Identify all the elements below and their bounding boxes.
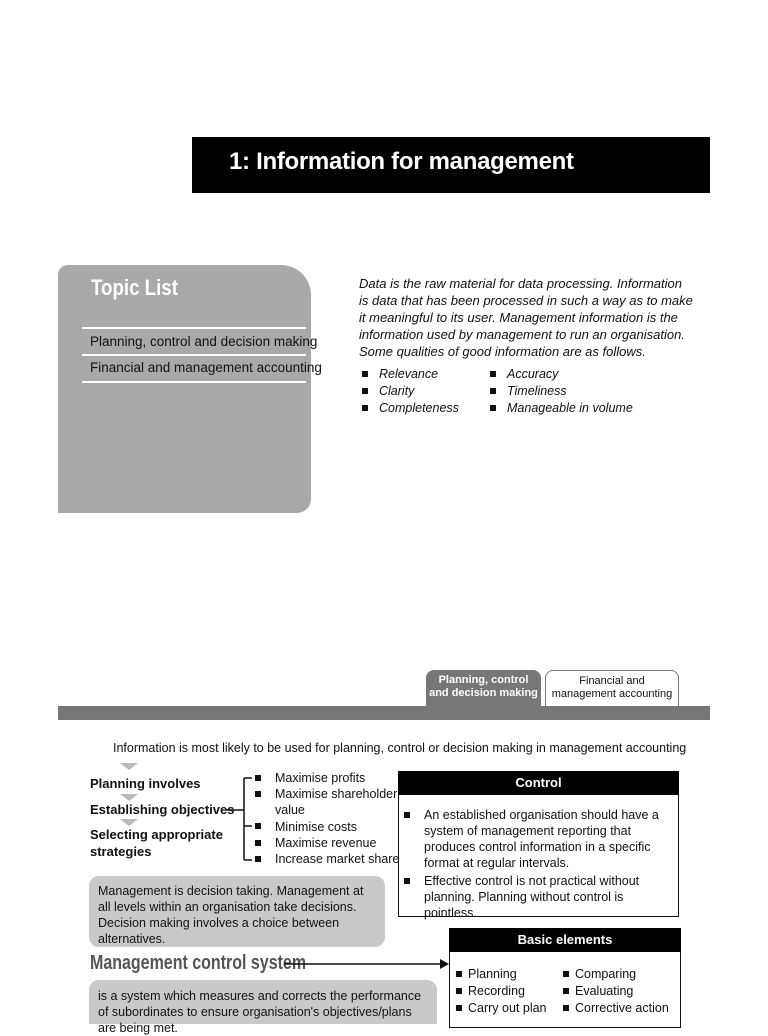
mcs-title: Management control system	[90, 952, 307, 974]
topic-item-financial[interactable]: Financial and management accounting	[90, 360, 322, 375]
objective-item: value	[275, 803, 305, 817]
decision-box: Management is decision taking. Management at all levels within an organisation take decisions. Decision making involves a choice between alternatives.	[89, 876, 385, 947]
quality-item: Accuracy	[490, 367, 558, 381]
basic-elements-title: Basic elements	[449, 928, 681, 952]
arrow-right-icon	[284, 958, 450, 970]
topic-list-panel	[58, 265, 311, 513]
bullet-icon	[255, 823, 261, 829]
info-line: Information is most likely to be used for planning, control or decision making in management accounting	[113, 741, 687, 755]
intro-paragraph: Data is the raw material for data processing. Information is data that has been processed in such a way as to make it meaningful to its user. Management information is the information used by management to run an organisation. Some qualities of good information are as follows.	[359, 276, 693, 359]
tab-planning-control[interactable]	[426, 670, 541, 706]
bullet-icon	[362, 371, 368, 377]
page-title: 1: Information for management	[229, 148, 574, 175]
bullet-icon	[490, 371, 496, 377]
bullet-icon	[456, 1005, 462, 1011]
bullet-icon	[490, 388, 496, 394]
strategies-label: strategies	[90, 844, 152, 859]
basic-element-item: Planning	[456, 967, 517, 981]
quality-item: Timeliness	[490, 384, 567, 398]
tab-label: Financial and	[579, 675, 645, 687]
bullet-icon	[456, 988, 462, 994]
arrow-down-icon	[120, 819, 138, 826]
objective-item: Maximise revenue	[275, 836, 377, 850]
bullet-icon	[404, 878, 410, 884]
bullet-icon	[255, 856, 261, 862]
tab-label: management accounting	[551, 688, 673, 700]
basic-element-item: Comparing	[563, 967, 636, 981]
objective-item: Maximise shareholder	[275, 787, 398, 801]
objective-item: Increase market share	[275, 852, 400, 866]
section-band	[58, 706, 710, 720]
basic-element-item: Carry out plan	[456, 1001, 547, 1015]
arrow-down-icon	[120, 794, 138, 801]
bullet-icon	[255, 791, 261, 797]
quality-item: Completeness	[362, 401, 459, 415]
topic-item-planning[interactable]: Planning, control and decision making	[90, 334, 318, 349]
bullet-icon	[362, 388, 368, 394]
basic-element-item: Corrective action	[563, 1001, 669, 1015]
bullet-icon	[255, 840, 261, 846]
bullet-icon	[490, 405, 496, 411]
topic-divider	[82, 327, 306, 329]
strategies-label: Selecting appropriate	[90, 827, 223, 842]
objective-item: Minimise costs	[275, 820, 357, 834]
control-point: Effective control is not practical without planning. Planning without control is pointless.	[424, 874, 640, 920]
bullet-icon	[255, 775, 261, 781]
objectives-label: Establishing objectives	[90, 802, 235, 817]
basic-element-item: Evaluating	[563, 984, 633, 998]
control-title: Control	[398, 771, 679, 795]
bullet-icon	[456, 971, 462, 977]
topic-list-title: Topic List	[91, 275, 178, 300]
control-point: An established organisation should have a system of management reporting that produces control information in a specific format at regular intervals.	[424, 808, 659, 870]
objective-item: Maximise profits	[275, 771, 366, 785]
arrow-down-icon	[120, 763, 138, 770]
planning-label: Planning involves	[90, 776, 201, 791]
tab-label: Planning, control	[438, 674, 529, 686]
bullet-icon	[404, 812, 410, 818]
bullet-icon	[362, 405, 368, 411]
basic-element-item: Recording	[456, 984, 525, 998]
quality-item: Clarity	[362, 384, 414, 398]
tab-financial-management[interactable]	[545, 670, 679, 706]
bullet-icon	[563, 988, 569, 994]
topic-divider	[82, 354, 306, 356]
bullet-icon	[563, 971, 569, 977]
topic-divider	[82, 381, 306, 383]
bracket-connector	[226, 770, 266, 866]
quality-item: Relevance	[362, 367, 438, 381]
bullet-icon	[563, 1005, 569, 1011]
tab-label: and decision making	[429, 687, 538, 699]
quality-item: Manageable in volume	[490, 401, 633, 415]
mcs-description: is a system which measures and corrects the performance of subordinates to ensure organisation's objectives/plans are being met.	[89, 980, 437, 1024]
